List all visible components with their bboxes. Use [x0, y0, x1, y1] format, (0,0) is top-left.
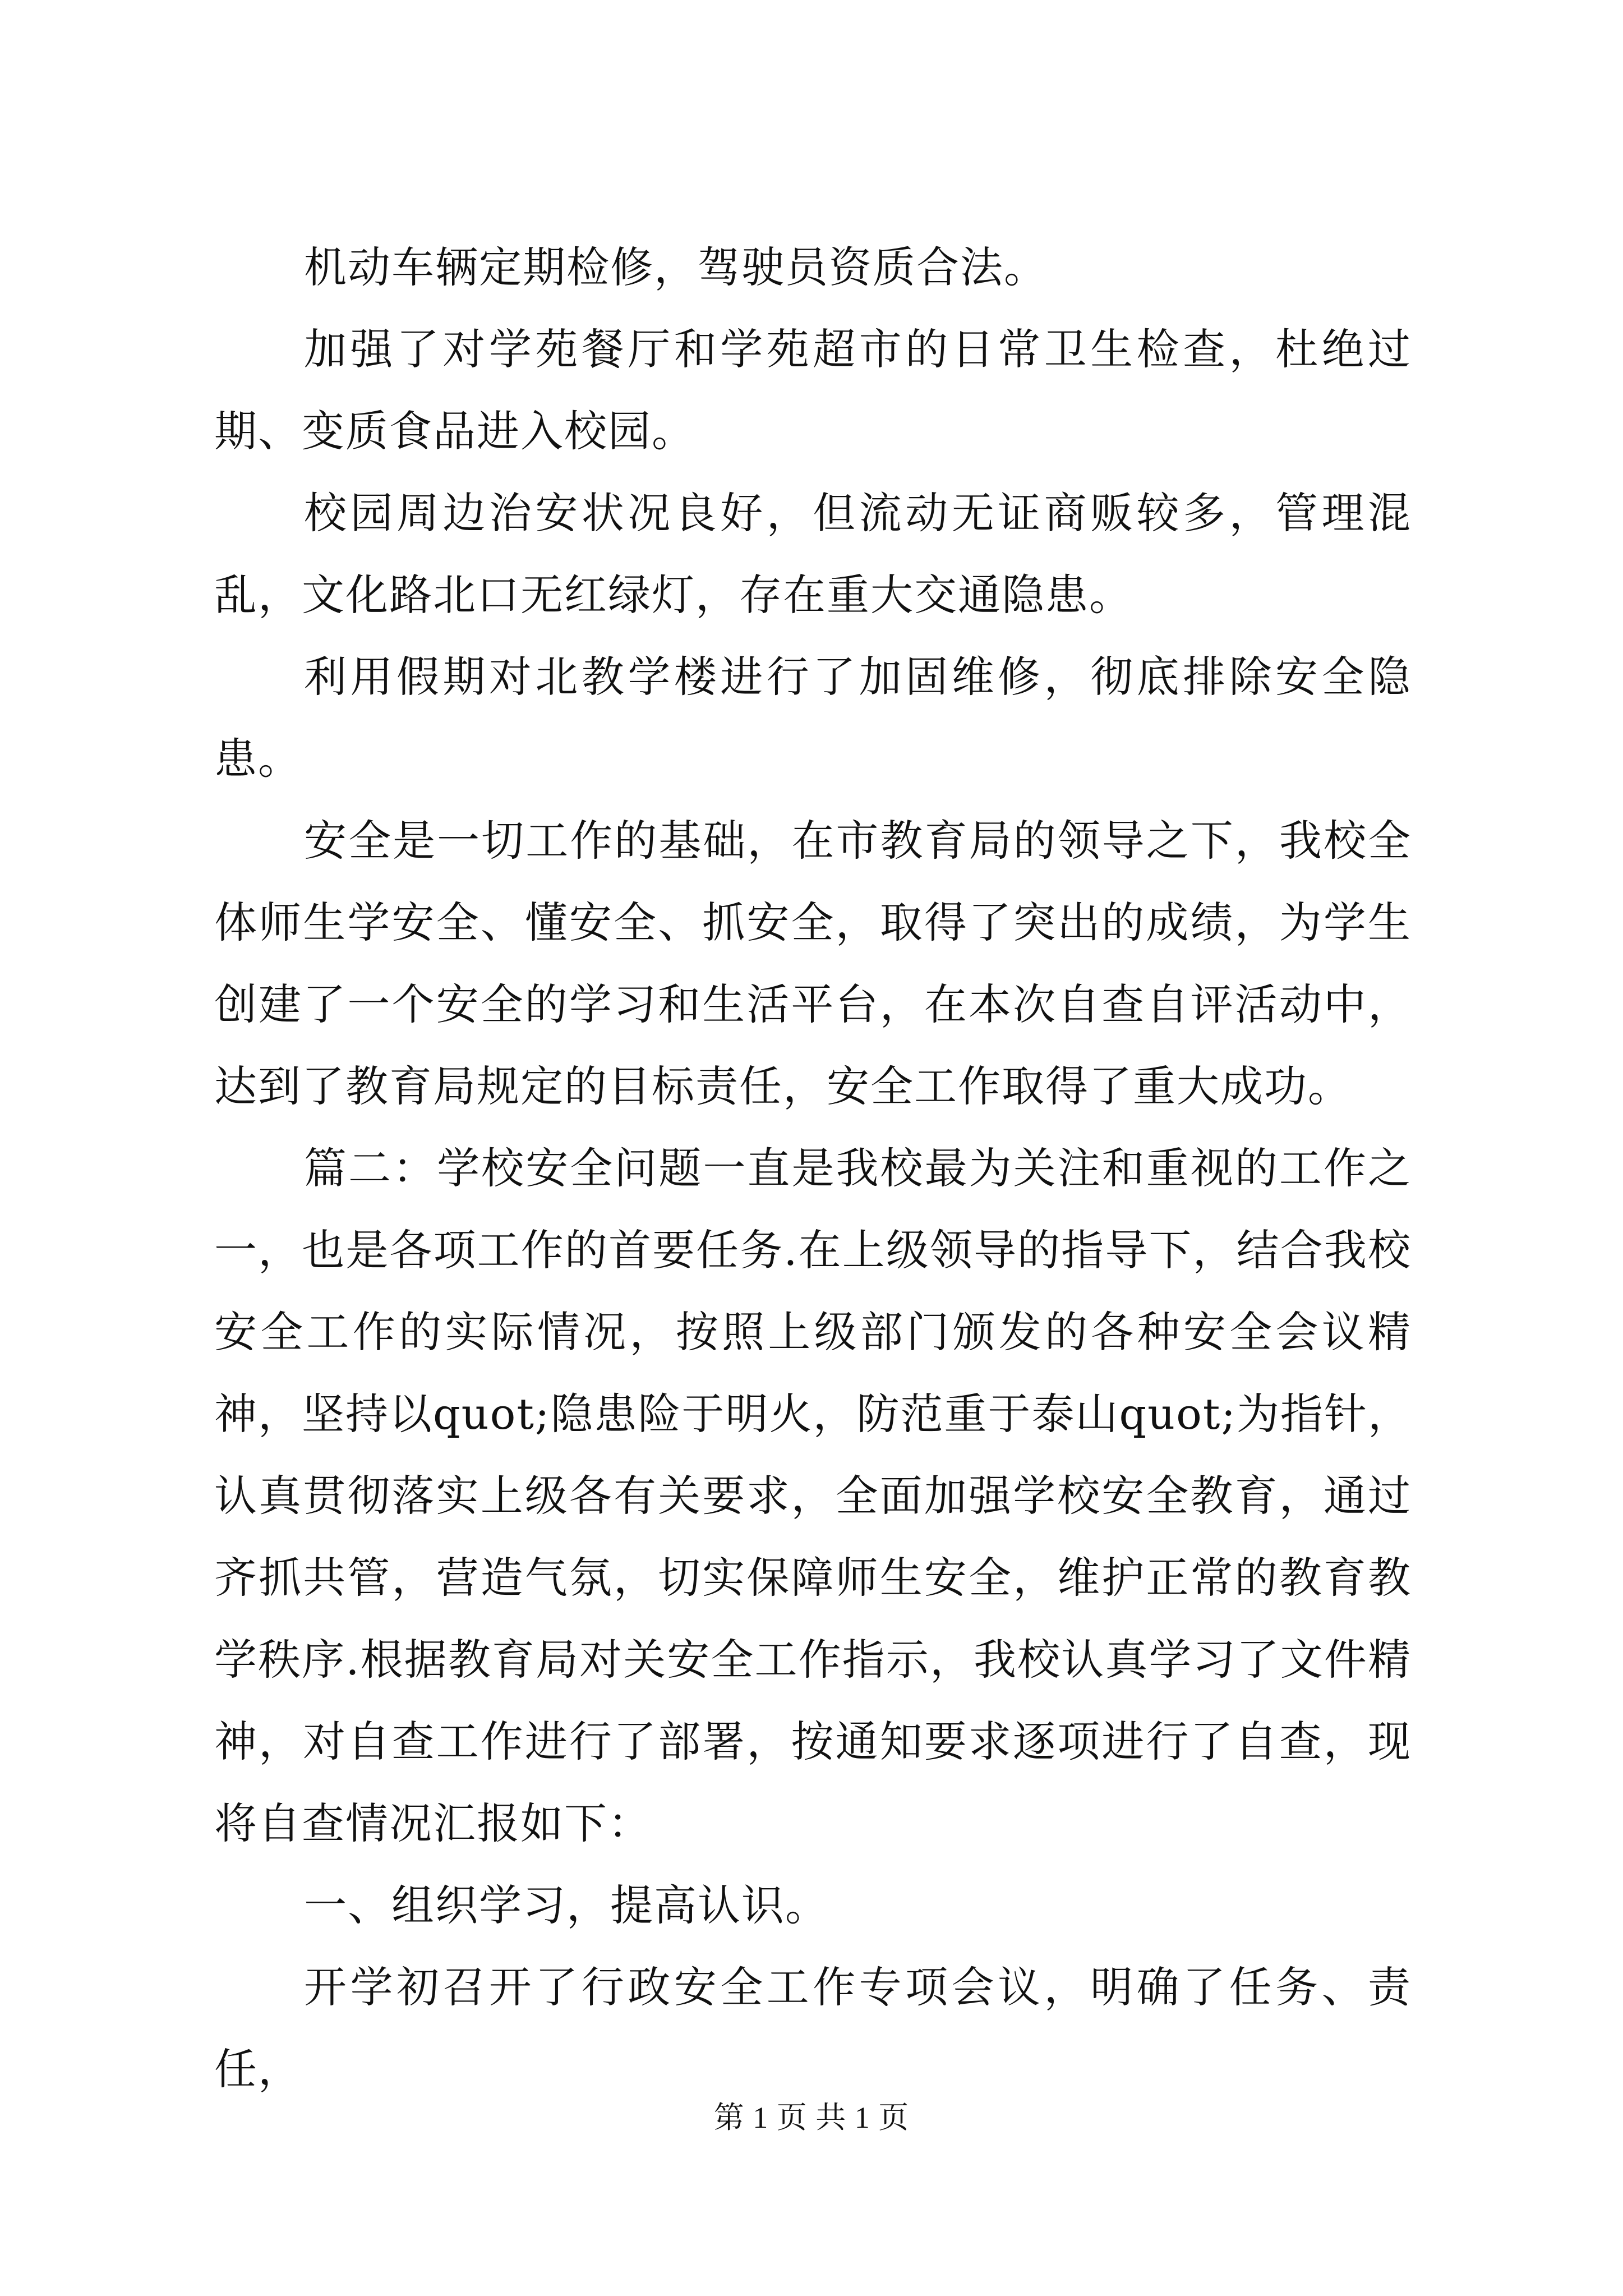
paragraph: 机动车辆定期检修，驾驶员资质合法。	[304, 242, 1048, 292]
paragraph: 加强了对学苑餐厅和学苑超市的日常卫生检查，杜绝过期、变质食品进入校园。	[214, 324, 1412, 456]
paragraph: 安全是一切工作的基础，在市教育局的领导之下，我校全体师生学安全、懂安全、抓安全，取得了突出的成绩，为学生创建了一个安全的学习和生活平台，在本次自查自评活动中，达到了教育局规定的目标责任，安全工作取得了重大成功。	[214, 816, 1412, 1111]
paragraph: 校园周边治安状况良好，但流动无证商贩较多，管理混乱，文化路北口无红绿灯，存在重大交通隐患。	[214, 488, 1412, 620]
section-heading: 一、组织学习，提高认识。	[304, 1880, 829, 1930]
paragraph: 利用假期对北教学楼进行了加固维修，彻底排除安全隐患。	[214, 652, 1412, 784]
document-body	[214, 227, 1412, 2110]
page-number-footer: 第 1 页 共 1 页	[713, 2101, 910, 2134]
paragraph: 篇二：学校安全问题一直是我校最为关注和重视的工作之一，也是各项工作的首要任务.在上级领导的指导下，结合我校安全工作的实际情况，按照上级部门颁发的各种安全会议精神，坚持以quot;隐患险于明火，防范重于泰山quot;为指针，认真贯彻落实上级各有关要求，全面加强学校安全教育，通过齐抓共管，营造气氛，切实保障师生安全，维护正常的教育教学秩序.根据教育局对关安全工作指示，我校认真学习了文件精神，对自查工作进行了部署，按通知要求逐项进行了自查，现将自查情况汇报如下：	[214, 1143, 1412, 1848]
paragraph: 开学初召开了行政安全工作专项会议，明确了任务、责任，	[214, 1962, 1412, 2094]
